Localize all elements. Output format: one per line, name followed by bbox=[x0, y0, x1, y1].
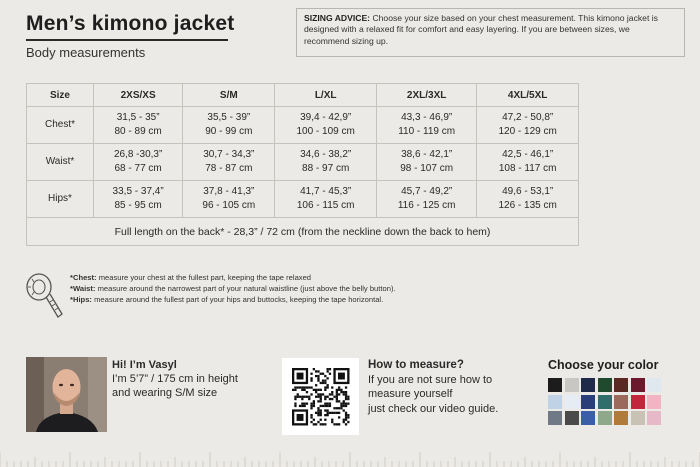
cell-inches: 45,7 - 49,2” bbox=[401, 186, 453, 197]
table-row-chest bbox=[27, 107, 579, 144]
color-picker-title: Choose your color bbox=[548, 358, 659, 372]
qr-code[interactable] bbox=[282, 358, 359, 435]
cell-inches: 33,5 - 37,4” bbox=[112, 186, 164, 197]
table-cell bbox=[94, 181, 183, 218]
table-cell bbox=[376, 107, 476, 144]
table-cell bbox=[275, 181, 377, 218]
table-cell bbox=[477, 107, 579, 144]
sizing-advice-label: SIZING ADVICE: bbox=[304, 13, 371, 23]
cell-inches: 34,6 - 38,2” bbox=[300, 149, 352, 160]
sizing-advice-text: Choose your size based on your chest measurement. This kimono jacket is designed with a relaxed fit for comfort and easy layering. If you are between sizes, we recommend sizing up. bbox=[304, 13, 658, 46]
size-col-header: 2XL/3XL bbox=[376, 84, 476, 107]
cell-inches: 47,2 - 50,8” bbox=[502, 112, 554, 123]
table-header-row bbox=[27, 84, 579, 107]
cell-inches: 26,8 -30,3” bbox=[113, 149, 163, 160]
cell-cm: 78 - 87 cm bbox=[205, 163, 253, 174]
size-col-header: L/XL bbox=[275, 84, 377, 107]
cell-inches: 42,5 - 46,1” bbox=[502, 149, 554, 160]
cell-inches: 49,6 - 53,1” bbox=[502, 186, 554, 197]
table-row-hips bbox=[27, 181, 579, 218]
cell-cm: 96 - 105 cm bbox=[202, 200, 256, 211]
cell-inches: 39,4 - 42,9” bbox=[300, 112, 352, 123]
how-to-line: just check our video guide. bbox=[368, 402, 499, 415]
size-header: Size bbox=[27, 84, 94, 107]
how-to-heading: How to measure? bbox=[368, 359, 464, 371]
table-cell bbox=[183, 107, 275, 144]
sizing-advice-box bbox=[296, 8, 685, 57]
note-term: *Hips: bbox=[70, 295, 92, 304]
cell-cm: 120 - 129 cm bbox=[498, 126, 557, 137]
color-swatch[interactable] bbox=[581, 411, 595, 425]
row-label: Hips* bbox=[27, 181, 94, 218]
color-swatch-grid bbox=[548, 378, 668, 425]
table-cell bbox=[183, 181, 275, 218]
color-swatch[interactable] bbox=[614, 378, 628, 392]
ruler-decoration bbox=[0, 444, 700, 467]
cell-inches: 31,5 - 35” bbox=[116, 112, 160, 123]
size-col-header: 4XL/5XL bbox=[477, 84, 579, 107]
cell-cm: 116 - 125 cm bbox=[397, 200, 456, 211]
model-info bbox=[112, 358, 238, 400]
qr-code-icon bbox=[282, 358, 359, 435]
table-cell bbox=[275, 107, 377, 144]
measuring-tape-icon bbox=[24, 271, 64, 323]
color-swatch[interactable] bbox=[598, 378, 612, 392]
cell-inches: 38,6 - 42,1” bbox=[401, 149, 453, 160]
cell-inches: 41,7 - 45,3” bbox=[300, 186, 352, 197]
model-greeting: Hi! I’m Vasyl bbox=[112, 359, 177, 371]
cell-inches: 30,7 - 34,3” bbox=[203, 149, 255, 160]
table-row-full-length bbox=[27, 218, 579, 246]
color-swatch[interactable] bbox=[631, 395, 645, 409]
title-underline bbox=[26, 39, 228, 41]
color-swatch[interactable] bbox=[548, 378, 562, 392]
note-text: measure around the fullest part of your hips and buttocks, keeping the tape horizontal. bbox=[91, 295, 384, 304]
note-waist bbox=[70, 283, 396, 294]
color-swatch[interactable] bbox=[598, 395, 612, 409]
table-cell bbox=[477, 144, 579, 181]
full-length-cell: Full length on the back* - 28,3” / 72 cm (from the neckline down the back to hem) bbox=[27, 218, 579, 246]
how-to-line: measure yourself bbox=[368, 388, 453, 400]
model-photo bbox=[26, 357, 107, 432]
cell-cm: 88 - 97 cm bbox=[302, 163, 350, 174]
note-term: *Chest: bbox=[70, 273, 97, 282]
color-swatch[interactable] bbox=[614, 411, 628, 425]
how-to-measure bbox=[368, 358, 498, 416]
page-subtitle: Body measurements bbox=[26, 45, 146, 60]
color-swatch[interactable] bbox=[598, 411, 612, 425]
cell-cm: 106 - 115 cm bbox=[296, 200, 355, 211]
table-cell bbox=[376, 144, 476, 181]
cell-cm: 68 - 77 cm bbox=[114, 163, 162, 174]
size-chart-table bbox=[26, 83, 579, 246]
color-swatch[interactable] bbox=[614, 395, 628, 409]
cell-cm: 126 - 135 cm bbox=[498, 200, 557, 211]
model-height: I’m 5’7” / 175 cm in height bbox=[112, 373, 238, 385]
cell-cm: 85 - 95 cm bbox=[114, 200, 162, 211]
color-swatch[interactable] bbox=[565, 395, 579, 409]
color-swatch[interactable] bbox=[565, 411, 579, 425]
color-swatch[interactable] bbox=[565, 378, 579, 392]
row-label: Waist* bbox=[27, 144, 94, 181]
color-swatch[interactable] bbox=[631, 378, 645, 392]
note-hips bbox=[70, 294, 396, 305]
model-photo-image bbox=[26, 357, 107, 432]
color-swatch[interactable] bbox=[548, 395, 562, 409]
table-row-waist bbox=[27, 144, 579, 181]
table-cell bbox=[94, 107, 183, 144]
cell-cm: 90 - 99 cm bbox=[205, 126, 253, 137]
model-size: and wearing S/M size bbox=[112, 387, 218, 399]
cell-cm: 100 - 109 cm bbox=[296, 126, 355, 137]
color-swatch[interactable] bbox=[647, 378, 661, 392]
cell-inches: 35,5 - 39” bbox=[207, 112, 251, 123]
color-swatch[interactable] bbox=[581, 395, 595, 409]
row-label: Chest* bbox=[27, 107, 94, 144]
note-term: *Waist: bbox=[70, 284, 96, 293]
table-cell bbox=[94, 144, 183, 181]
table-cell bbox=[275, 144, 377, 181]
table-cell bbox=[477, 181, 579, 218]
page-title: Men’s kimono jacket bbox=[26, 12, 235, 35]
color-swatch[interactable] bbox=[548, 411, 562, 425]
cell-cm: 108 - 117 cm bbox=[498, 163, 557, 174]
note-chest bbox=[70, 272, 396, 283]
color-swatch[interactable] bbox=[581, 378, 595, 392]
table-cell bbox=[183, 144, 275, 181]
table-cell bbox=[376, 181, 476, 218]
color-swatch[interactable] bbox=[647, 395, 661, 409]
size-col-header: 2XS/XS bbox=[94, 84, 183, 107]
size-col-header: S/M bbox=[183, 84, 275, 107]
color-swatch[interactable] bbox=[631, 411, 645, 425]
cell-cm: 110 - 119 cm bbox=[398, 126, 456, 137]
note-text: measure your chest at the fullest part, keeping the tape relaxed bbox=[96, 273, 312, 282]
cell-inches: 37,8 - 41,3” bbox=[203, 186, 255, 197]
note-text: measure around the narrowest part of your natural waistline (just above the belly button). bbox=[95, 284, 396, 293]
cell-inches: 43,3 - 46,9” bbox=[401, 112, 453, 123]
cell-cm: 98 - 107 cm bbox=[400, 163, 454, 174]
measurement-notes bbox=[70, 272, 396, 305]
cell-cm: 80 - 89 cm bbox=[114, 126, 162, 137]
how-to-line: If you are not sure how to bbox=[368, 373, 493, 386]
color-swatch[interactable] bbox=[647, 411, 661, 425]
